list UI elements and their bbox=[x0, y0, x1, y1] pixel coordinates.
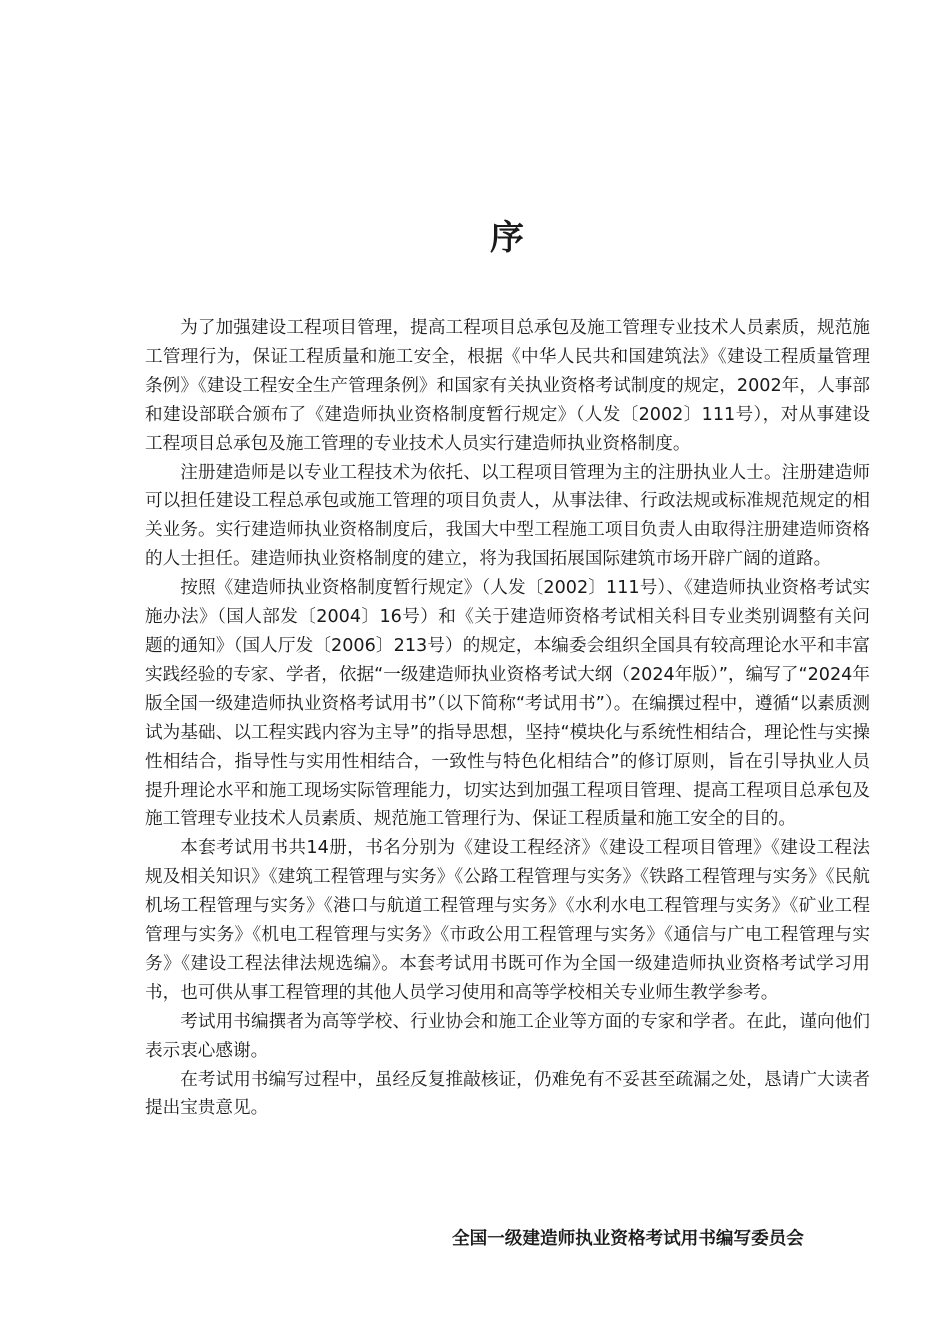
paragraph-2: 注册建造师是以专业工程技术为依托、以工程项目管理为主的注册执业人士。注册建造师可以担任建设工程总承包或施工管理的项目负责人，从事法律、行政法规或标准规范规定的相关业务。实行建造师执业资格制度后，我国大中型工程施工项目负责人由取得注册建造师资格的人士担任。建造师执业资格制度的建立，将为我国拓展国际建筑市场开辟广阔的道路。 bbox=[145, 462, 870, 570]
paragraph-1: 为了加强建设工程项目管理，提高工程项目总承包及施工管理专业技术人员素质，规范施工管理行为，保证工程质量和施工安全，根据《中华人民共和国建筑法》《建设工程质量管理条例》《建设工程安全生产管理条例》和国家有关执业资格考试制度的规定，2002年，人事部和建设部联合颁布了《建造师执业资格制度暂行规定》（人发〔2002〕111号），对从事建设工程项目总承包及施工管理的专业技术人员实行建造师执业资格制度。 bbox=[145, 318, 870, 454]
page-title: 序 bbox=[490, 218, 526, 258]
signature: 全国一级建造师执业资格考试用书编写委员会 bbox=[452, 1229, 804, 1249]
paragraph-5: 考试用书编撰者为高等学校、行业协会和施工企业等方面的专家和学者。在此，谨向他们表示衷心感谢。 bbox=[145, 1011, 870, 1061]
preface-body bbox=[145, 314, 870, 1123]
paragraph-3: 按照《建造师执业资格制度暂行规定》（人发〔2002〕111号）、《建造师执业资格考试实施办法》（国人部发〔2004〕16号）和《关于建造师资格考试相关科目专业类别调整有关问题的通知》（国人厅发〔2006〕213号）的规定，本编委会组织全国具有较高理论水平和丰富实践经验的专家、学者，依据“一级建造师执业资格考试大纲（2024年版）”，编写了“2024年版全国一级建造师执业资格考试用书”（以下简称“考试用书”）。在编撰过程中，遵循“以素质测试为基础、以工程实践内容为主导”的指导思想，坚持“模块化与系统性相结合，理论性与实操性相结合，指导性与实用性相结合，一致性与特色化相结合”的修订原则，旨在引导执业人员提升理论水平和施工现场实际管理能力，切实达到加强工程项目管理、提高工程项目总承包及施工管理专业技术人员素质、规范施工管理行为、保证工程质量和施工安全的目的。 bbox=[145, 578, 870, 830]
paragraph-6: 在考试用书编写过程中，虽经反复推敲核证，仍难免有不妥甚至疏漏之处，恳请广大读者提出宝贵意见。 bbox=[145, 1069, 870, 1119]
paragraph-4: 本套考试用书共14册，书名分别为《建设工程经济》《建设工程项目管理》《建设工程法规及相关知识》《建筑工程管理与实务》《公路工程管理与实务》《铁路工程管理与实务》《民航机场工程管理与实务》《港口与航道工程管理与实务》《水利水电工程管理与实务》《矿业工程管理与实务》《机电工程管理与实务》《市政公用工程管理与实务》《通信与广电工程管理与实务》《建设工程法律法规选编》。本套考试用书既可作为全国一级建造师执业资格考试学习用书，也可供从事工程管理的其他人员学习使用和高等学校相关专业师生教学参考。 bbox=[145, 838, 870, 1003]
